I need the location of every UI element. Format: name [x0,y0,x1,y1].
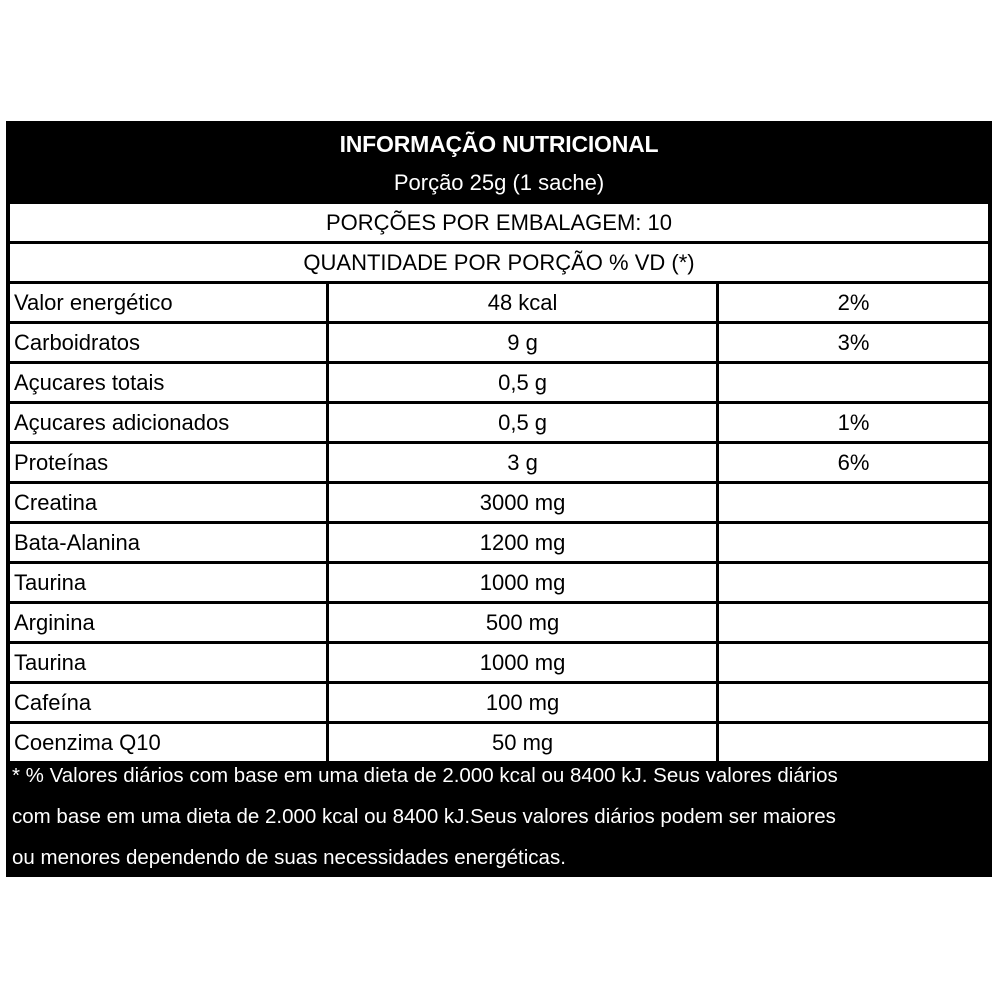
nutrient-daily-value [719,684,988,724]
nutrient-quantity: 3000 mg [329,484,719,524]
nutrient-daily-value [719,564,988,604]
quantity-per-serving-header: QUANTIDADE POR PORÇÃO % VD (*) [10,244,988,281]
nutrient-quantity: 1200 mg [329,524,719,564]
nutrient-row [10,684,988,724]
nutrient-quantity: 3 g [329,444,719,484]
footnote-line-1: * % Valores diários com base em uma dieta de 2.000 kcal ou 8400 kJ. Seus valores diários [12,764,838,787]
portion-size: Porção 25g (1 sache) [393,170,605,195]
nutrient-name: Açucares totais [10,364,329,404]
nutrient-row [10,404,988,444]
nutrient-name: Creatina [10,484,329,524]
nutrient-daily-value: 2% [719,284,988,324]
nutrient-daily-value [719,644,988,684]
nutrient-table [10,284,988,761]
nutrient-row [10,324,988,364]
nutrient-name: Bata-Alanina [10,524,329,564]
nutrient-daily-value [719,524,988,564]
nutrient-row [10,524,988,564]
nutrient-quantity: 0,5 g [329,364,719,404]
nutrition-header [6,121,992,203]
nutrient-quantity: 100 mg [329,684,719,724]
nutrient-quantity: 0,5 g [329,404,719,444]
nutrient-daily-value [719,484,988,524]
nutrient-daily-value [719,364,988,404]
daily-value-footnote [12,755,990,878]
nutrient-quantity: 1000 mg [329,564,719,604]
nutrient-quantity: 48 kcal [329,284,719,324]
nutrient-name: Coenzima Q10 [10,724,329,761]
nutrient-row [10,444,988,484]
nutrient-name: Arginina [10,604,329,644]
nutrient-daily-value: 6% [719,444,988,484]
nutrient-name: Carboidratos [10,324,329,364]
nutrient-row [10,484,988,524]
nutrient-name: Proteínas [10,444,329,484]
nutrient-name: Açucares adicionados [10,404,329,444]
footnote-line-2: com base em uma dieta de 2.000 kcal ou 8400 kJ.Seus valores diários podem ser maiores [12,805,836,828]
nutrient-quantity: 500 mg [329,604,719,644]
nutrient-quantity: 1000 mg [329,644,719,684]
nutrient-row [10,364,988,404]
nutrient-daily-value: 3% [719,324,988,364]
nutrient-name: Cafeína [10,684,329,724]
nutrient-row [10,564,988,604]
nutrition-title: INFORMAÇÃO NUTRICIONAL [339,131,659,157]
nutrient-name: Taurina [10,644,329,684]
footnote-line-3: ou menores dependendo de suas necessidades energéticas. [12,846,566,869]
nutrient-row [10,644,988,684]
nutrient-row [10,604,988,644]
nutrition-facts-panel [6,121,992,877]
nutrient-daily-value [719,604,988,644]
nutrient-name: Valor energético [10,284,329,324]
nutrient-quantity: 50 mg [329,724,719,761]
nutrient-daily-value: 1% [719,404,988,444]
nutrient-quantity: 9 g [329,324,719,364]
nutrient-name: Taurina [10,564,329,604]
servings-per-package: PORÇÕES POR EMBALAGEM: 10 [10,204,988,241]
nutrient-row [10,284,988,324]
